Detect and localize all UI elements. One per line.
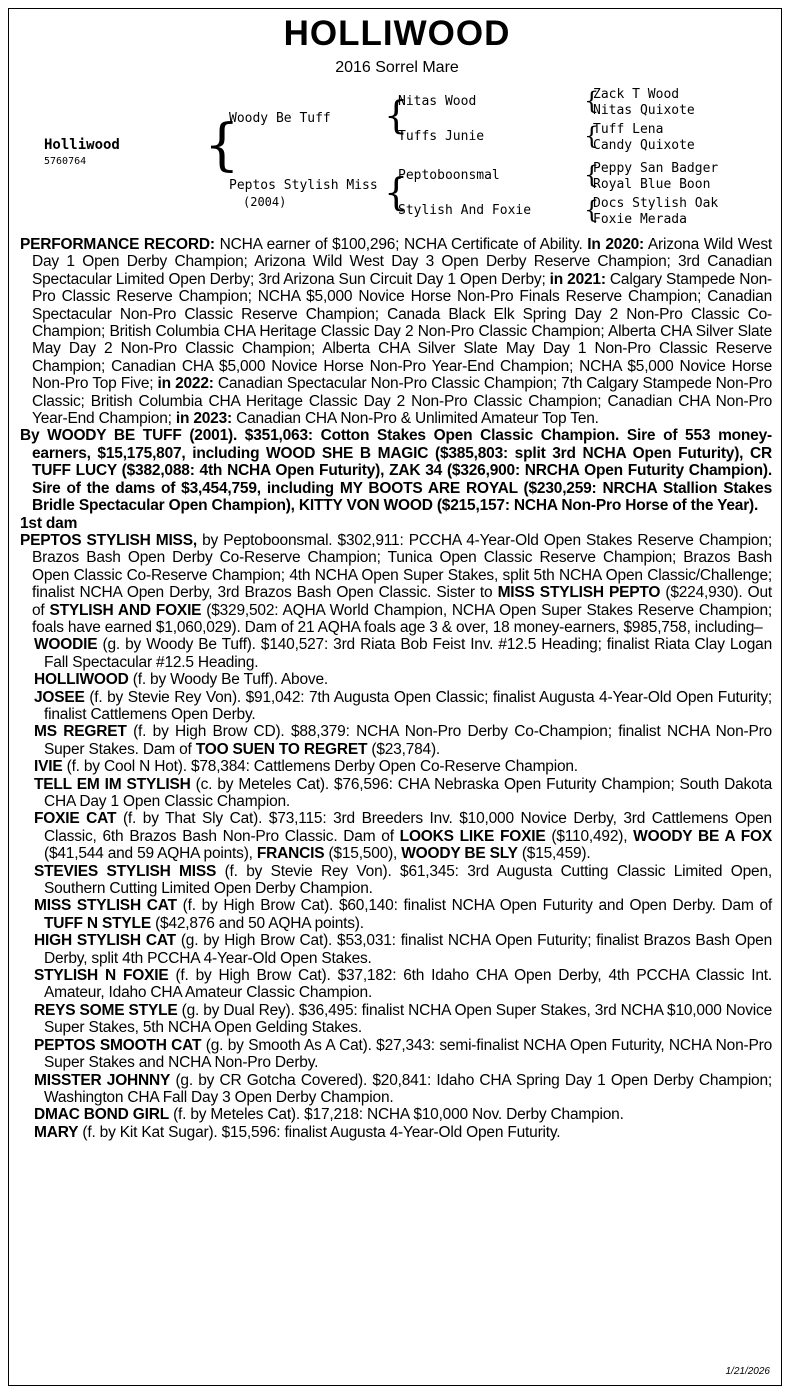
brace-6: { [584, 161, 600, 189]
dam-record: PEPTOS STYLISH MISS, by Peptoboonsmal. $302,911: PCCHA 4-Year-Old Open Stakes Reserve Champion; Brazos Bash Open Derby Co-Reserve Champion; Tunica Open Classic Reserve Champion; Brazos Bash Open Classic Co-Reserve Champion; 4th NCHA Open Super Stakes, split 5th NCHA Open Classic/Challenge; finalist NCHA Open Derby, 3rd Brazos Bash Open Classic. Sister to MISS STYLISH PEPTO ($224,930). Out of STYLISH AND FOXIE ($329,502: AQHA World Champion, NCHA Open Super Stakes Reserve Champion; foals have earned $1,060,029). Dam of 21 AQHA foals age 3 & over, 18 money-earners, $985,758, including– [20, 531, 772, 636]
pedigree-ggp: Peppy San Badger [593, 161, 719, 176]
record-body [20, 236, 772, 1141]
offspring-item: DMAC BOND GIRL (f. by Meteles Cat). $17,218: NCHA $10,000 Nov. Derby Champion. [34, 1106, 624, 1124]
offspring-item: STEVIES STYLISH MISS (f. by Stevie Rey Von). $61,345: 3rd Augusta Cutting Classic Limited Open, Southern Cutting Limited Open Derby Champion. [34, 862, 772, 898]
pedigree-registration: 5760764 [44, 156, 87, 167]
offspring-item: JOSEE (f. by Stevie Rey Von). $91,042: 7th Augusta Open Classic; finalist Augusta 4-Year-Old Open Futurity; finalist Cattlemens Open Derby. [34, 688, 772, 723]
pedigree-ggp: Nitas Quixote [593, 103, 695, 118]
page-title: HOLLIWOOD [283, 14, 511, 53]
pedigree-sire-sire: Nitas Wood [398, 94, 477, 109]
offspring-item: IVIE (f. by Cool N Hot). $78,384: Cattlemens Derby Open Co-Reserve Champion. [34, 758, 578, 776]
pedigree-ggp: Royal Blue Boon [593, 177, 711, 192]
brace-4: { [584, 87, 600, 115]
pedigree-ggp: Tuff Lena [593, 122, 664, 137]
pedigree-horse-name: Holliwood [44, 137, 120, 153]
pedigree-dam: Peptos Stylish Miss [229, 178, 378, 193]
sire-record: By WOODY BE TUFF (2001). $351,063: Cotton Stakes Open Classic Champion. Sire of 553 money-earners, $15,175,807, including WOOD SHE B MAGIC ($385,803: split 3rd NCHA Open Futurity), CR TUFF LUCY ($382,088: 4th NCHA Open Futurity), ZAK 34 ($326,900: NRCHA Open Futurity Champion). Sire of the dams of $3,454,759, including MY BOOTS ARE ROYAL ($230,259: NRCHA Stallion Stakes Bridle Spectacular Open Champion), KITTY VON WOOD ($215,157: NCHA Non-Pro Horse of the Year). [20, 427, 772, 515]
offspring-item: MS REGRET (f. by High Brow CD). $88,379: NCHA Non-Pro Derby Co-Champion; finalist NCHA Non-Pro Super Stakes. Dam of TOO SUEN TO REGRET ($23,784). [34, 723, 772, 758]
offspring-item: TELL EM IM STYLISH (c. by Meteles Cat). $76,596: CHA Nebraska Open Futurity Champion; South Dakota CHA Day 1 Open Classic Champion. [34, 775, 772, 810]
brace-3: { [384, 170, 409, 214]
dam-label: 1st dam [20, 514, 78, 532]
pedigree-dam-year: (2004) [243, 195, 287, 209]
pedigree-ggp: Foxie Merada [593, 212, 687, 227]
pedigree-ggp: Candy Quixote [593, 138, 695, 153]
offspring-item: STYLISH N FOXIE (f. by High Brow Cat). $37,182: 6th Idaho CHA Open Derby, 4th PCCHA Classic Int. Amateur, Idaho CHA Amateur Classic Champion. [34, 967, 772, 1002]
brace-7: { [584, 196, 600, 224]
brace-1: { [204, 113, 240, 178]
dam-name: PEPTOS STYLISH MISS, [20, 531, 197, 549]
pedigree-ggp: Docs Stylish Oak [593, 196, 719, 211]
offspring-item: REYS SOME STYLE (g. by Dual Rey). $36,495: finalist NCHA Open Super Stakes, 3rd NCHA $10,000 Novice Super Stakes, 5th NCHA Open Gelding Stakes. [34, 1001, 772, 1037]
pedigree-dam-sire: Peptoboonsmal [398, 168, 500, 183]
offspring-item: WOODIE (g. by Woody Be Tuff). $140,527: 3rd Riata Bob Feist Inv. #12.5 Heading; finalist Riata Clay Logan Fall Spectacular #12.5 Heading. [34, 636, 772, 671]
brace-5: { [584, 122, 600, 150]
page-subtitle: 2016 Sorrel Mare [335, 59, 459, 76]
date-stamp: 1/21/2026 [725, 1366, 770, 1377]
offspring-item: HIGH STYLISH CAT (g. by High Brow Cat). $53,031: finalist NCHA Open Futurity; finalist Brazos Bash Open Derby, split 4th PCCHA 4-Year-Old Open Stakes. [34, 932, 772, 967]
offspring-item: MARY (f. by Kit Kat Sugar). $15,596: finalist Augusta 4-Year-Old Open Futurity. [34, 1123, 561, 1141]
offspring-item: MISSTER JOHNNY (g. by CR Gotcha Covered). $20,841: Idaho CHA Spring Day 1 Open Derby Champion; Washington CHA Fall Day 3 Open Derby Champion. [34, 1071, 773, 1106]
pedigree-sire-dam: Tuffs Junie [398, 129, 485, 144]
pedigree-ggp: Zack T Wood [593, 87, 680, 102]
offspring-item: PEPTOS SMOOTH CAT (g. by Smooth As A Cat). $27,343: semi-finalist NCHA Open Futurity, NCHA Non-Pro Super Stakes and NCHA Non-Pro Derby. [34, 1036, 772, 1072]
performance-label: PERFORMANCE RECORD: [20, 236, 215, 253]
offspring-item: MISS STYLISH CAT (f. by High Brow Cat). $60,140: finalist NCHA Open Futurity and Open Derby. Dam of TUFF N STYLE ($42,876 and 50 AQHA points). [34, 897, 772, 932]
offspring-item: FOXIE CAT (f. by That Sly Cat). $73,115: 3rd Breeders Inv. $10,000 Novice Derby, 3rd Cattlemens Open Classic, 6th Brazos Bash Non-Pro Classic. Dam of LOOKS LIKE FOXIE ($110,492), WOODY BE A FOX ($41,544 and 59 AQHA points), FRANCIS ($15,500), WOODY BE SLY ($15,459). [34, 810, 772, 863]
pedigree-dam-dam: Stylish And Foxie [398, 203, 532, 218]
performance-record: PERFORMANCE RECORD: NCHA earner of $100,296; NCHA Certificate of Ability. In 2020: Arizona Wild West Day 1 Open Derby Champion; Arizona Wild West Day 3 Open Derby Reserve Champion; 3rd Canadian Spectacular Limited Open Derby; 3rd Arizona Sun Circuit Day 1 Open Derby; in 2021: Calgary Stampede Non-Pro Classic Reserve Champion; NCHA $5,000 Novice Horse Non-Pro Finals Reserve Champion; Canadian Spectacular Non-Pro Classic Reserve Champion; Canada Black Elk Spring Day 2 Non-Pro Classic Co-Champion; British Columbia CHA Heritage Classic Day 2 Non-Pro Classic Champion; Alberta CHA Silver Slate May Day 2 Non-Pro Classic Champion; Alberta CHA Silver Slate May Day 1 Non-Pro Classic Reserve Champion; Canadian CHA $5,000 Novice Horse Non-Pro Year-End Champion; NCHA $5,000 Novice Horse Non-Pro Top Five; in 2022: Canadian Spectacular Non-Pro Classic Champion; 7th Calgary Stampede Non-Pro Classic; British Columbia CHA Heritage Classic Day 2 Non-Pro Classic Champion; Canadian CHA Non-Pro Year-End Champion; in 2023: Canadian CHA Non-Pro & Unlimited Amateur Top Ten. [20, 236, 773, 428]
brace-2: { [384, 93, 409, 137]
offspring-item: HOLLIWOOD (f. by Woody Be Tuff). Above. [34, 671, 328, 689]
pedigree-sire: Woody Be Tuff [229, 111, 331, 126]
